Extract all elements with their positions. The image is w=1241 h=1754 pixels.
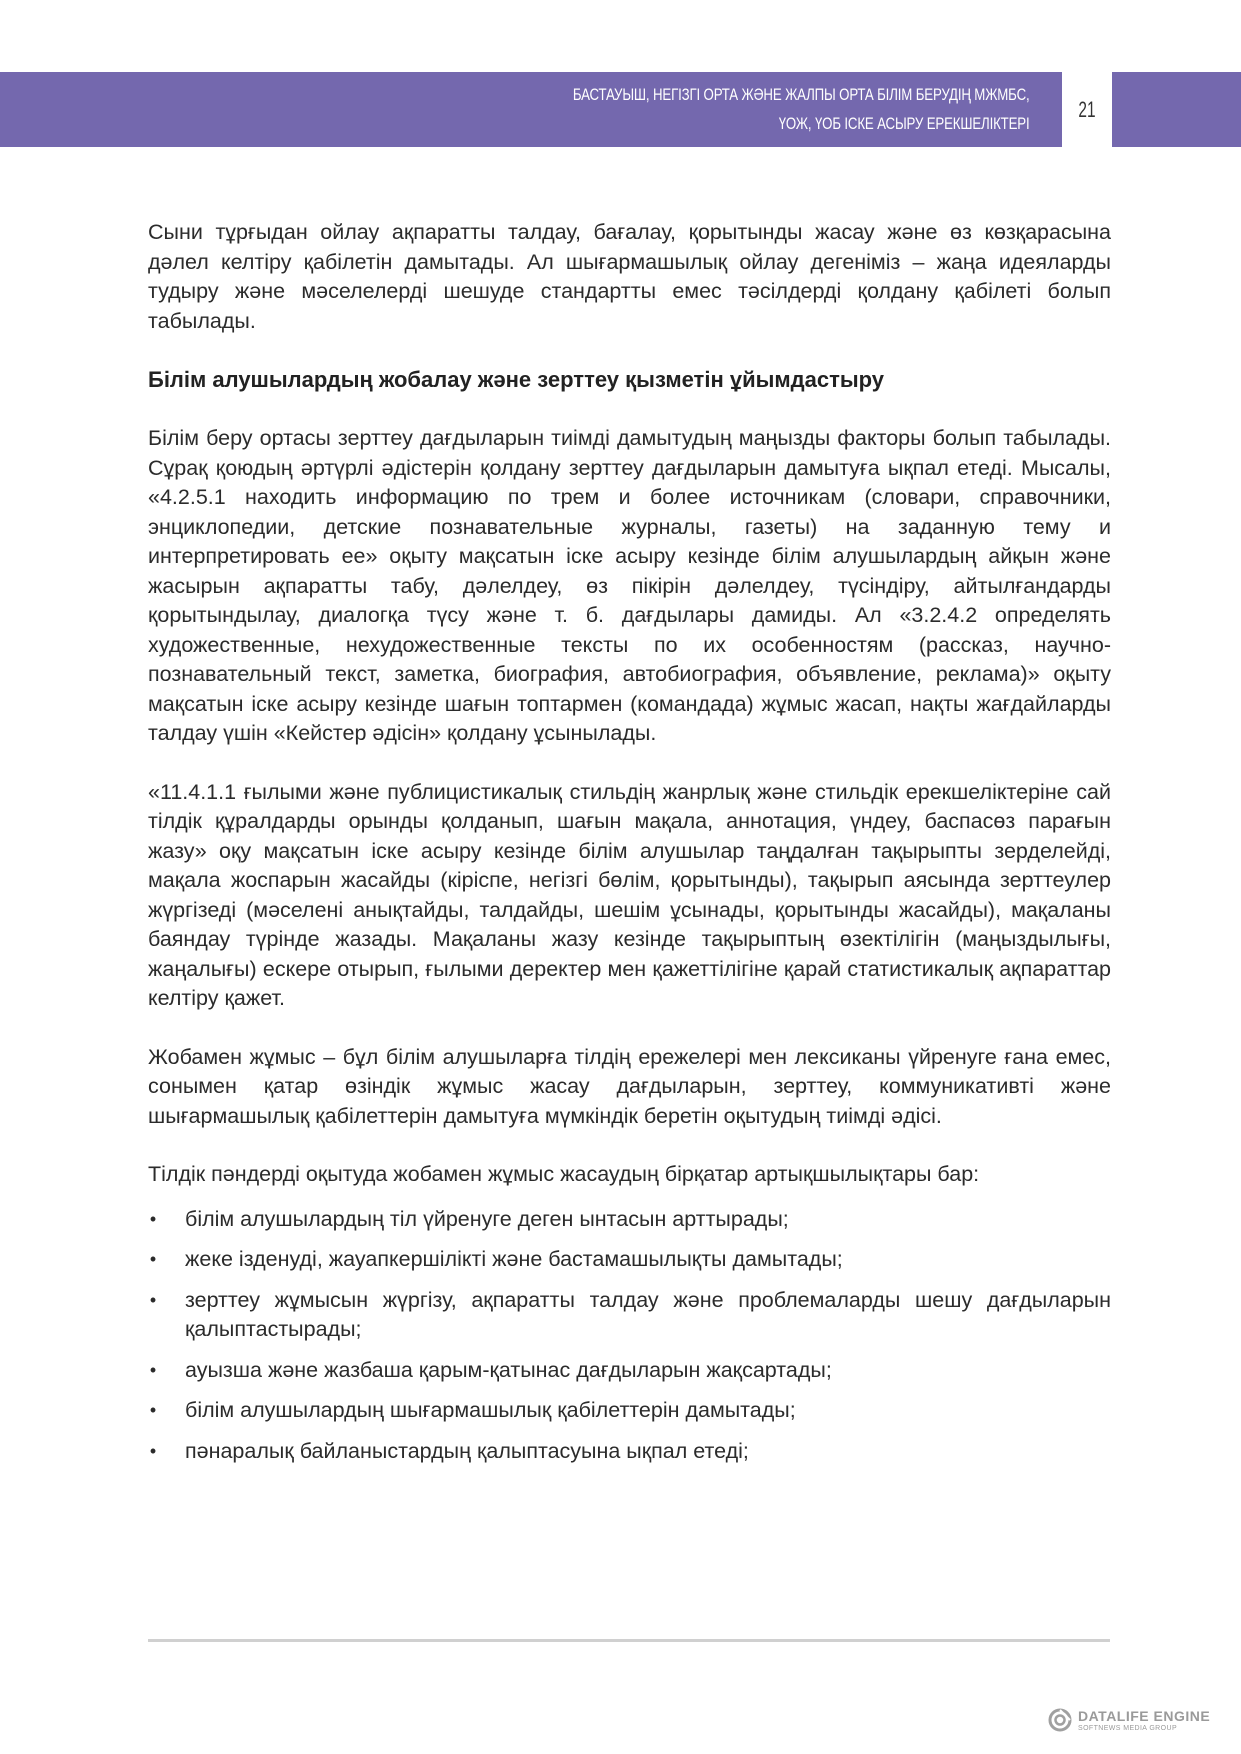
paragraph-4: Тілдік пәндерді оқытуда жобамен жұмыс жасаудың бірқатар артықшылықтары бар: [148, 1162, 980, 1186]
section-heading: Білім алушылардың жобалау және зерттеу қызметін ұйымдастыру [148, 367, 885, 392]
watermark-sub-text: SOFTNEWS MEDIA GROUP [1078, 1724, 1178, 1732]
datalife-logo-icon [1048, 1708, 1072, 1732]
bullet-icon: • [149, 1359, 157, 1380]
header-title-line-1: БАСТАУЫШ, НЕГІЗГІ ОРТА ЖӘНЕ ЖАЛПЫ ОРТА БІЛІМ БЕРУДІҢ МЖМБС, [573, 85, 1030, 104]
intro-paragraph: Сыни тұрғыдан ойлау ақпаратты талдау, бағалау, қорытынды жасау және өз көзқарасына дәлел келтіру қабілетін дамытады. Ал шығармашылық ойлау дегеніміз – жаңа идеяларды тудыру және мәселелерді шешуде стандартты емес тәсілдерді қолдану қабілеті болып табылады. [148, 220, 1111, 333]
header-bar [0, 72, 1062, 147]
list-item [148, 1396, 1111, 1426]
bullet-icon: • [149, 1289, 157, 1310]
list-item-text: білім алушылардың тіл үйренуге деген ынтасын арттырады; [185, 1206, 789, 1231]
paragraph-1: Білім беру ортасы зерттеу дағдыларын тиімді дамытудың маңызды факторы болып табылады. Сұрақ қоюдың әртүрлі әдістерін қолдану зерттеу дағдыларын дамытуға ықпал етеді. Мысалы, «4.2.5.1 находить информацию по трем и более источникам (словари, справочники, энциклопедии, детские познавательные журналы, газеты) на заданную тему и интерпретировать ее» оқыту мақсатын іске асыру кезінде білім алушылардың айқын және жасырын ақпаратты табу, дәлелдеу, өз пікірін дәлелдеу, түсіндіру, айтылғандарды қорытындылау, диалогқа түсу және т. б. дағдылары дамиды. Ал «3.2.4.2 определять художественные, нехудожественные тексты по их особенностям (рассказ, научно-познавательный текст, заметка, биография, автобиография, объявление, реклама)» оқыту мақсатын іске асыру кезінде шағын топтармен (командада) жұмыс жасап, нақты жағдайларды талдау үшін «Кейстер әдісін» қолдану ұсынылады. [148, 426, 1111, 745]
watermark [1048, 1708, 1210, 1732]
bullet-icon: • [149, 1400, 157, 1420]
paragraph-3: Жобамен жұмыс – бұл білім алушыларға тілдің ережелері мен лексиканы үйренуге ғана емес, сонымен қатар өзіндік жұмыс жасау дағдыларын, зерттеу, коммуникативті және шығармашылық қабілеттерін дамытуға мүмкіндік беретін оқытудың тиімді әдісі. [148, 1044, 1111, 1128]
bullet-icon: • [149, 1249, 157, 1269]
header-accent-block [1112, 72, 1241, 147]
paragraph-2: «11.4.1.1 ғылыми және публицистикалық стильдің жанрлық және стильдік ерекшеліктеріне сай тілдік құралдарды орынды қолданып, шағын мақала, аннотация, үндеу, баспасөз парағын жазу» оқу мақсатын іске асыру кезінде білім алушылар таңдалған тақырыпты зерделейді, мақала жоспарын жасайды (кіріспе, негізгі бөлім, қорытынды), тақырып аясында зерттеулер жүргізеді (мәселені анықтайды, талдайды, шешім ұсынады, қорытынды жасайды), мақаланы баяндау түрінде жазады. Мақаланы жазу кезінде тақырыптың өзектілігін (маңыздылығы, жаңалығы) ескере отырып, ғылыми деректер мен қажеттілігіне қарай статистикалық ақпараттар келтіру қажет. [148, 779, 1111, 1010]
bullet-icon: • [149, 1208, 157, 1229]
running-header-title [573, 80, 1030, 138]
advantages-list [148, 1205, 1111, 1467]
list-item [148, 1205, 1111, 1235]
header-title-line-2: ҮОЖ, ҮОБ ІСКЕ АСЫРУ ЕРЕКШЕЛІКТЕРІ [779, 114, 1030, 133]
list-item-text: зерттеу жұмысын жүргізу, ақпаратты талдау және проблемаларды шешу дағдыларын қалыптастырады; [185, 1287, 1111, 1341]
list-item [148, 1437, 1111, 1467]
list-item-text: ауызша және жазбаша қарым-қатынас дағдыларын жақсартады; [185, 1357, 832, 1382]
watermark-main-text: DATALIFE ENGINE [1078, 1707, 1211, 1724]
page-number: 21 [1078, 96, 1096, 122]
list-item-text: пәнаралық байланыстардың қалыптасуына ықпал етеді; [185, 1438, 749, 1463]
list-item-text: жеке ізденуді, жауапкершілікті және бастамашылықты дамытады; [185, 1247, 843, 1271]
list-item [148, 1286, 1111, 1345]
list-item-text: білім алушылардың шығармашылық қабілеттерін дамытады; [185, 1398, 796, 1422]
list-item [148, 1245, 1111, 1275]
page-content [148, 218, 1111, 1477]
bullet-icon: • [149, 1440, 157, 1461]
list-item [148, 1356, 1111, 1386]
footer-divider [148, 1639, 1110, 1642]
